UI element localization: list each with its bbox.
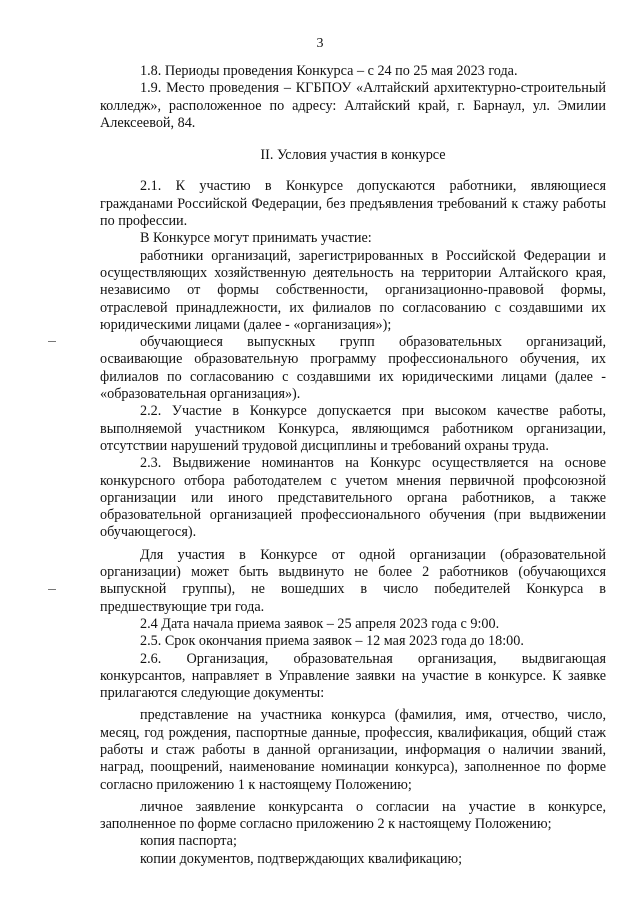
paragraph: обучающиеся выпускных групп образовательных организаций, осваивающие образовательную программу профессионального обучения, их филиалов по согласованию с создавшими их юридическими лицами (далее - «образовательная организация»). <box>100 334 606 403</box>
paragraph: 1.9. Место проведения – КГБПОУ «Алтайский архитектурно-строительный колледж», расположенное по адресу: Алтайский край, г. Барнаул, ул. Эмилии Алексеевой, 84. <box>100 80 606 131</box>
paragraph: 1.8. Периоды проведения Конкурса – с 24 по 25 мая 2023 года. <box>140 63 518 79</box>
document-body <box>100 63 606 868</box>
paragraph: 2.6. Организация, образовательная организация, выдвигающая конкурсантов, направляет в Управление заявки на участие в конкурсе. К заявке прилагаются следующие документы: <box>100 650 606 702</box>
paragraph: 2.4 Дата начала приема заявок – 25 апреля 2023 года с 9:00. <box>140 615 500 632</box>
paragraph: 2.1. К участию в Конкурсе допускаются работники, являющиеся гражданами Российской Федерации, без предъявления требований к стажу работы по профессии. <box>100 178 606 230</box>
paragraph: 2.5. Срок окончания приема заявок – 12 мая 2023 года до 18:00. <box>140 633 524 650</box>
section-heading: II. Условия участия в конкурсе <box>260 147 446 164</box>
page-number: 3 <box>316 36 324 51</box>
paragraph: работники организаций, зарегистрированных в Российской Федерации и осуществляющих хозяйственную деятельность на территории Алтайского края, независимо от формы собственности, организационно-правовой формы, отраслевой принадлежности, их филиалов по согласованию с создавшими их юридическими лицами (далее - «организация»); <box>100 247 606 333</box>
paragraph: В Конкурсе могут принимать участие: <box>140 230 372 247</box>
margin-mark <box>48 341 56 342</box>
list-paragraph: представление на участника конкурса (фамилия, имя, отчество, число, месяц, год рождения, паспортные данные, профессия, квалификация, общий стаж работы и стаж работы в данной организации, информация о наличии званий, наград, поощрений, наименование номинации конкурса), заполненное по форме согласно приложению 1 к настоящему Положению; <box>100 707 606 793</box>
paragraph: 2.2. Участие в Конкурсе допускается при высоком качестве работы, выполняемой участником Конкурса, являющимся работником организации, отсутствии нарушений трудовой дисциплины и требований охраны труда. <box>100 403 606 454</box>
list-paragraph: личное заявление конкурсанта о согласии на участие в конкурсе, заполненное по форме согласно приложению 2 к настоящему Положению; <box>100 798 606 833</box>
paragraph: 2.3. Выдвижение номинантов на Конкурс осуществляется на основе конкурсного отбора работодателем с учетом мнения первичной профсоюзной организации или иного представительного органа работников, а также образовательной организацией профессионального обучения (при выдвижении обучающегося). <box>100 455 606 541</box>
paragraph: Для участия в Конкурсе от одной организации (образовательной организации) может быть выдвинуто не более 2 работников (обучающихся выпускной группы), не вошедших в число победителей Конкурса в предшествующие три года. <box>100 546 606 615</box>
list-paragraph: копии документов, подтверждающих квалификацию; <box>140 850 463 867</box>
list-paragraph: копия паспорта; <box>140 833 237 850</box>
margin-mark <box>48 589 56 590</box>
